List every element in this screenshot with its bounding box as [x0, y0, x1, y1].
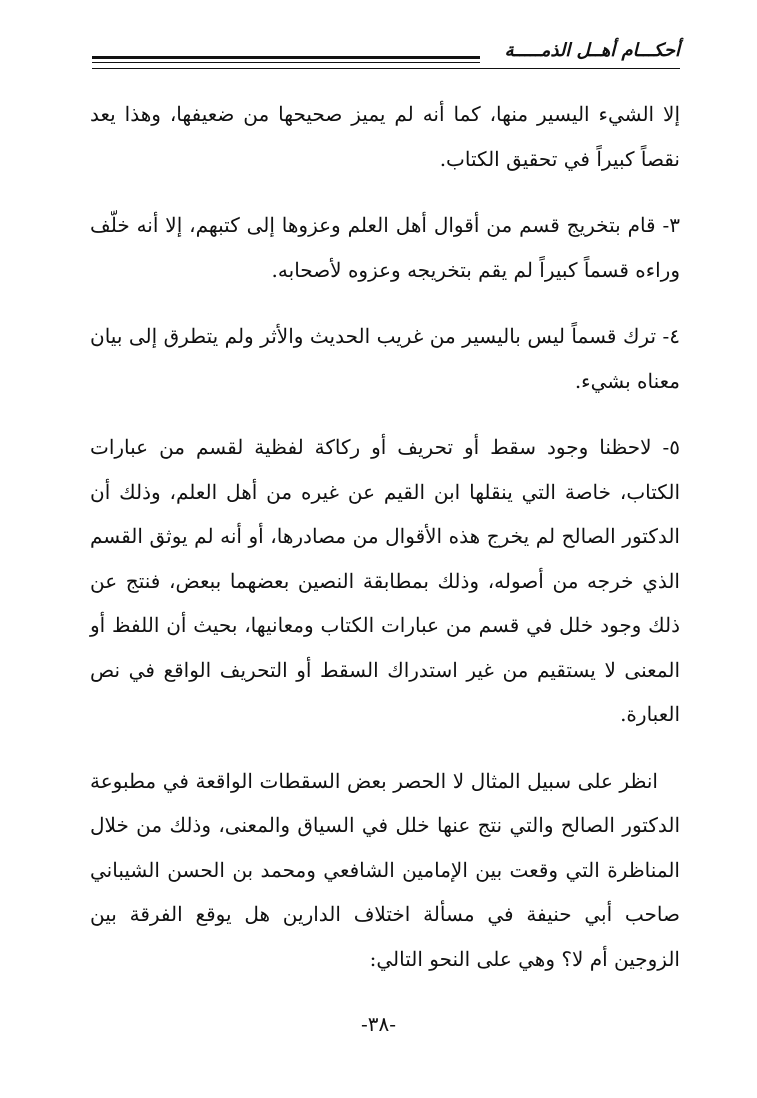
paragraph-item-4: ٤- ترك قسماً ليس باليسير من غريب الحديث والأثر ولم يتطرق إلى بيان معناه بشيء.: [90, 324, 680, 393]
header-rule-thin: [92, 62, 480, 63]
page-number: -٣٨-: [360, 1012, 396, 1036]
paragraph-example-intro: انظر على سبيل المثال لا الحصر بعض السقطات الواقعة في مطبوعة الدكتور الصالح والتي نتج عنها خلل في السياق والمعنى، وذلك من خلال المناظرة التي وقعت بين الإمامين الشافعي ومحمد بن الحسن الشيباني صاحب أبي حنيفة في مسألة اختلاف الدارين هل يوقع الفرقة بين الزوجين أم لا؟ وهي على النحو التالي:: [90, 768, 680, 971]
body-text: [90, 92, 680, 1003]
paragraph-continuation: إلا الشيء اليسير منها، كما أنه لم يميز صحيحها من ضعيفها، وهذا يعد نقصاً كبيراً في تحقيق الكتاب.: [90, 102, 680, 171]
header-rule-thick: [92, 56, 480, 59]
running-title: أحكـــام أهــل الذمـــــة: [504, 40, 680, 61]
page-header: [92, 40, 680, 70]
paragraph-item-3: ٣- قام بتخريج قسم من أقوال أهل العلم وعزوها إلى كتبهم، إلا أنه خلّف وراءه قسماً كبيراً لم يقم بتخريجه وعزوه لأصحابه.: [90, 213, 680, 282]
header-underline: [92, 68, 680, 69]
paragraph-item-5: ٥- لاحظنا وجود سقط أو تحريف أو ركاكة لفظية لقسم من عبارات الكتاب، خاصة التي ينقلها ابن القيم عن غيره من أهل العلم، وذلك أن الدكتور الصالح لم يخرج هذه الأقوال من مصادرها، أو أنه لم يوثق القسم الذي خرجه من أصوله، وذلك بمطابقة النصين بعضهما ببعض، فنتج عن ذلك وجود خلل في قسم من عبارات الكتاب ومعانيها، بحيث أن اللفظ أو المعنى لا يستقيم من غير استدراك السقط أو التحريف الواقع في نص العبارة.: [90, 435, 680, 726]
